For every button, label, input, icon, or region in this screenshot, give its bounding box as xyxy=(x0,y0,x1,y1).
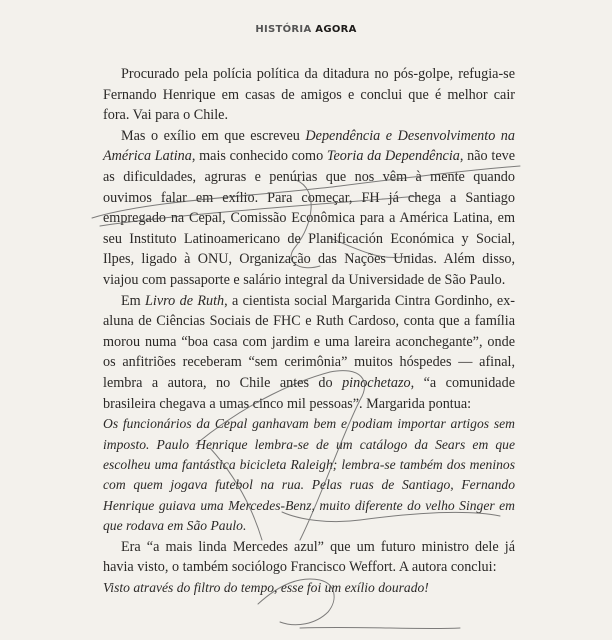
header-word-agora: AGORA xyxy=(315,24,357,35)
book-title-livro-de-ruth: Livro de Ruth xyxy=(145,292,225,309)
paragraph-3-text: Em xyxy=(121,292,146,309)
paragraph-2 xyxy=(103,126,515,291)
term-pinochetazo: pinochetazo xyxy=(342,374,411,391)
pencil-underline xyxy=(300,627,460,628)
closing-quote: Visto através do filtro do tempo, esse foi um exílio dourado! xyxy=(103,579,429,595)
paragraph-3-text: , a cientista social Margarida Cintra Gordinho, ex-aluna de Ciências Sociais de FHC e Ruth Cardoso, conta que a família morou numa “boa casa com jardim e uma lareira aconchegante”, onde os anfitriões receberam “sem cerimônia” muitos hóspedes — afinal, lembra a autora, no Chile antes do xyxy=(103,292,516,391)
block-quote: Os funcionários da Cepal ganhavam bem e podiam importar artigos sem imposto. Paulo Henrique lembra-se de um catálogo da Sears em que escolheu uma fantástica bicicleta Raleigh; lembra-se também dos meninos com quem jogava futebol na rua. Pelas ruas de Santiago, Fernando Henrique guiava uma Mercedes-Benz, muito diferente do velho Singer em que rodava em São Paulo. xyxy=(103,416,515,534)
paragraph-4: Era “a mais linda Mercedes azul” que um futuro ministro dele já havia visto, o também sociólogo Francisco Weffort. A autora conclui: xyxy=(103,538,515,576)
book-title-dependencia: Dependência e Desenvolvimento na América Latina xyxy=(103,127,515,165)
running-header xyxy=(0,24,612,35)
paragraph-2-text: , mais conhecido como xyxy=(191,148,327,165)
paragraph-1: Procurado pela polícia política da ditadura no pós-golpe, refugia-se Fernando Henrique em casas de amigos e conclui que é melhor cair fora. Vai para o Chile. xyxy=(103,66,515,124)
paragraph-2-text: Mas o exílio em que escreveu xyxy=(121,127,306,144)
paragraph-2-text: , não teve as dificuldades, agruras e penúrias que nos vêm à mente quando ouvimos falar em exílio. Para começar, FH já chega a Santiago empregado na Cepal, Comissão Econômica para a América Latina, em seu Instituto Latinoamericano de Planificación Económica y Social, Ilpes, ligado à ONU, Organização das Nações Unidas. Além disso, viajou com passaporte e salário integral da Universidade de São Paulo. xyxy=(103,148,516,288)
page-body xyxy=(103,64,515,598)
header-word-historia: HISTÓRIA xyxy=(255,24,312,35)
paragraph-3 xyxy=(103,291,515,415)
paragraph-3-text: , “a comunidade brasileira chegava a umas cinco mil pessoas”. Margarida pontua: xyxy=(103,374,515,412)
book-title-teoria: Teoria da Dependência xyxy=(326,148,460,165)
